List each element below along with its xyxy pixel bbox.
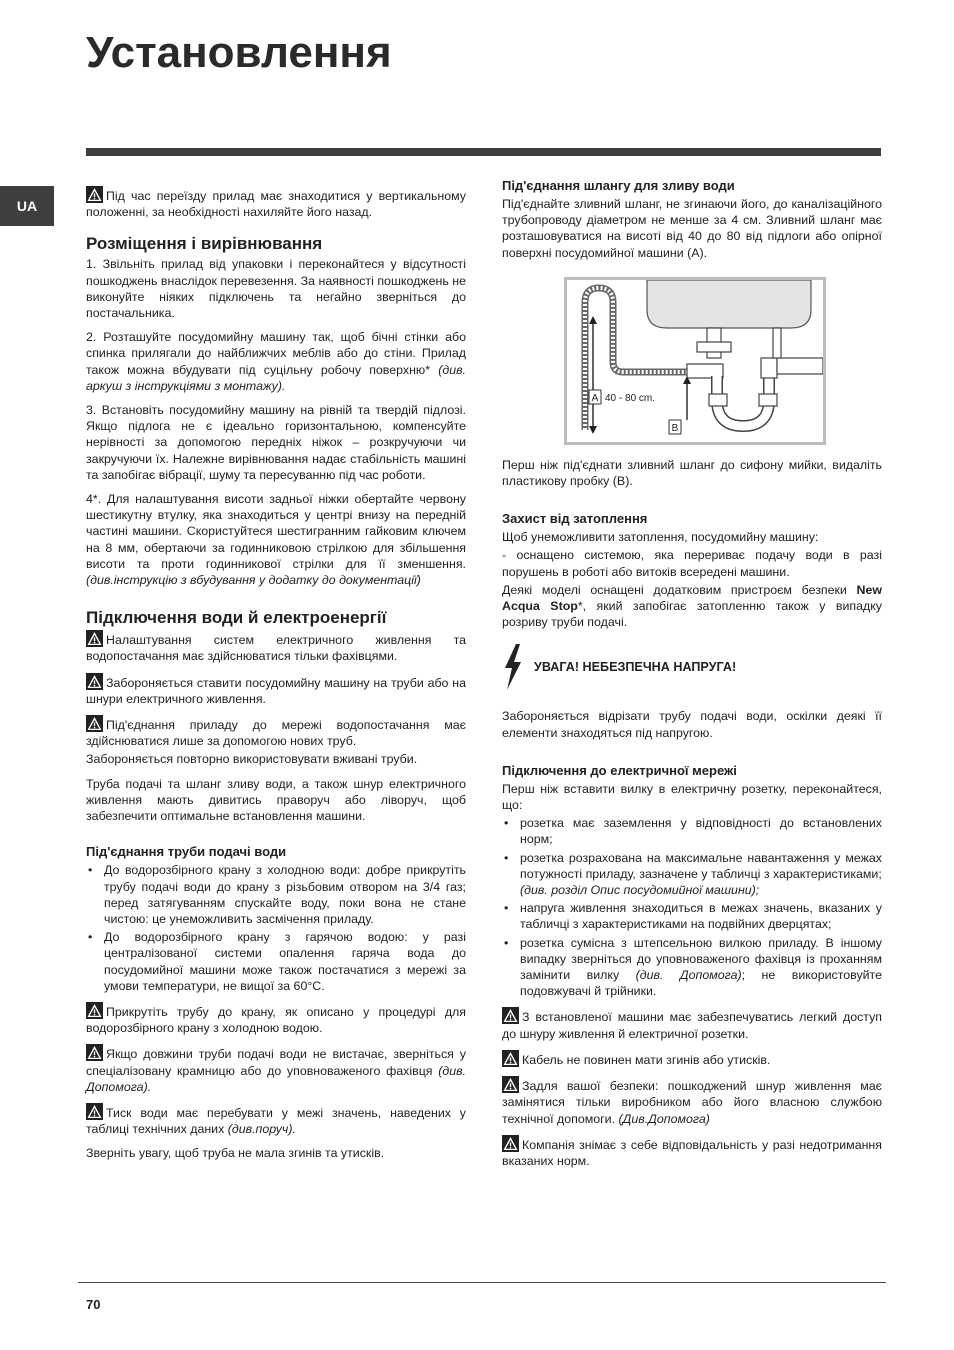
language-tab: UA	[0, 186, 54, 226]
electric-warning-1: З встановленої машини має забезпечуватись легкий доступ до шнуру живлення й електричної розетки.	[502, 1007, 882, 1041]
inlet-heading: Під'єднання труби подачі води	[86, 844, 287, 860]
danger-label: УВАГА! НЕБЕЗПЕЧНА НАПРУГА!	[534, 660, 737, 675]
warning-icon	[502, 1076, 519, 1093]
placement-p2: 2. Розташуйте посудомийну машину так, щоб бічні стінки або спинка прилягали до найближчих меблів або до стіни. Прилад також можна вбудувати під суцільну робочу поверхню* (див. аркуш з інструкціями з монтажу).	[86, 330, 466, 393]
list-item: • До водорозбірного крану з гарячою водою: у разі централізованої системи опалення гаряча вода до посудомийної машини може також постачатися з мережі за умови температури, не вищої за 60°C.	[88, 930, 466, 993]
warning-icon	[502, 1007, 519, 1024]
inlet-warning-3: Тиск води має перебувати у межі значень, наведених у таблиці технічних даних (див.поруч).	[86, 1103, 466, 1137]
list-item: • розетка має заземлення у відповідності до встановлених норм;	[504, 816, 882, 847]
warning-icon	[86, 630, 103, 647]
lightning-icon	[502, 644, 524, 690]
connection-reuse-note: Забороняється повторно використовувати вживані труби.	[86, 752, 418, 767]
electric-warning-2: Кабель не повинен мати згинів або утисків.	[502, 1050, 882, 1068]
placement-heading: Розміщення і вирівнювання	[86, 234, 323, 254]
warning-icon	[86, 1002, 103, 1019]
electric-intro: Перш ніж вставити вилку в електричну розетку, переконайтеся, що:	[502, 781, 882, 813]
connection-warning-3: Під'єднання приладу до мережі водопостачання має здійснюватися лише за допомогою нових труб.	[86, 715, 466, 749]
warning-icon	[86, 715, 103, 732]
warning-icon	[86, 1103, 103, 1120]
footer-rule	[78, 1282, 886, 1283]
electric-warning-4: Компанія знімає з себе відповідальність у разі недотримання вказаних норм.	[502, 1135, 882, 1169]
danger-p: Забороняється відрізати трубу подачі води, оскілки деякі її елементи знаходяться під напругою.	[502, 709, 882, 740]
electric-warning-3: Задля вашої безпеки: пошкоджений шнур живлення має замінятися тільки виробником або його власною службою технічної допомоги. (Див.Допомога)	[502, 1076, 882, 1127]
warning-icon	[502, 1050, 519, 1067]
placement-p3: 3. Встановіть посудомийну машину на рівній та твердій підлозі. Якщо підлога не є ідеально горизонтальною, компенсуйте нерівності за допомогою передніх ніжок – розкручуючи чи закручуючи їх. Належне вирівнювання надає стабільність машині та запобігає вібрації, шуму та пересуванню під час роботи.	[86, 403, 466, 482]
list-item: • напруга живлення знаходиться в межах значень, вказаних у табличці з характеристиками на подвійних дверцятах;	[504, 901, 882, 932]
danger-voltage-notice	[502, 644, 882, 690]
drain-p2: Перш ніж під'єднати зливний шланг до сифону мийки, видаліть пластикову пробку (B).	[502, 457, 882, 489]
drain-p1: Під'єднайте зливний шланг, не згинаючи його, до каналізаційного трубопроводу діаметром не менше за 4 см. Зливний шланг має розташовуватися на висоті від 40 до 80 від підлоги або опірної поверхні посудомийної машини (A).	[502, 197, 882, 260]
inlet-bend-note: Зверніть увагу, щоб труба не мала згинів та утисків.	[86, 1146, 385, 1161]
header-rule	[86, 148, 881, 156]
placement-p4: 4*. Для налаштування висоти задньої ніжки обертайте червону шестикутну втулку, яка знаходиться у центрі внизу на передній частині машини. Скористуйтеся шестигранним гайковим ключем на 8 мм, обертаючи за годинниковою стрілкою для збільшення висоти та проти годинникової стрілки для її зменшення. (див.інструкцію з вбудування у додатку до документації)	[86, 492, 466, 588]
electric-list	[502, 815, 882, 999]
flood-p2: - оснащено системою, яка перериває подачу води в разі порушень в роботі або витоків всередені машини.	[502, 548, 882, 579]
flood-p1: Щоб унеможливити затоплення, посудомийну машину:	[502, 530, 819, 545]
drain-illustration	[567, 280, 823, 442]
connection-warning-2: Забороняється ставити посудомийну машину на труби або на шнури електричного живлення.	[86, 673, 466, 707]
intro-warning: Під час переїзду прилад має знаходитися у вертикальному положенні, за необхідності нахиляйте його назад.	[86, 186, 466, 220]
placement-p1: 1. Звільніть прилад від упаковки і переконайтеся у відсутності пошкоджень внаслідок перевезення. За наявності пошкоджень не виконуйте ніяких підключень та негайно зверніться до постачальника.	[86, 257, 466, 321]
inlet-list	[86, 862, 466, 994]
warning-icon	[86, 186, 103, 203]
warning-icon	[86, 1044, 103, 1061]
connection-warning-1: Налаштування систем електричного живлення та водопостачання має здійснюватися тільки фахівцями.	[86, 630, 466, 664]
list-item: • До водорозбірного крану з холодною води: добре прикрутіть трубу подачі води до крану з різьбовим отвором на 3/4 газ; перед затягуванням спускайте воду, поки вона не стане чистою: це унеможливить засмічення приладу.	[88, 863, 466, 926]
page-title: Установлення	[86, 28, 392, 77]
inlet-warning-1: Прикрутіть трубу до крану, як описано у процедурі для водорозбірного крану з холодною водою.	[86, 1002, 466, 1036]
diagram-label-a: A	[591, 392, 599, 404]
warning-icon	[86, 673, 103, 690]
warning-icon	[502, 1135, 519, 1152]
diagram-measure: 40 - 80 cm.	[605, 392, 656, 404]
flood-p3: Деякі моделі оснащені додатковим пристроєм безпеки New Acqua Stop*, який запобігає затопленню також у випадку розриву труби подачі.	[502, 582, 882, 630]
connection-heading: Підключення води й електроенергії	[86, 608, 387, 628]
diagram-label-b: B	[671, 422, 679, 434]
page-number: 70	[86, 1297, 101, 1312]
connection-direction-note: Труба подачі та шланг зливу води, а також шнур електричного живлення мають дивитись праворуч або ліворуч, щоб забезпечити оптимальне встановлення машини.	[86, 776, 466, 824]
inlet-warning-2: Якщо довжини труби подачі води не вистачає, зверніться у спеціалізовану крамницю або до уповноваженого фахівця (див. Допомога).	[86, 1044, 466, 1095]
flood-heading: Захист від затоплення	[502, 511, 648, 527]
right-column	[502, 178, 882, 1177]
list-item: • розетка розрахована на максимальне навантаження у межах потужності приладу, зазначене у табличці з характеристиками; (див. розділ Опис посудомийної машини);	[504, 850, 882, 898]
drain-heading: Під'єднання шлангу для зливу води	[502, 178, 735, 193]
electric-heading: Підключення до електричної мережі	[502, 762, 737, 778]
left-column	[86, 186, 466, 1170]
drain-diagram	[564, 277, 826, 445]
list-item: • розетка сумісна з штепсельною вилкою приладу. В іншому випадку зверніться до уповноваженого фахівця із проханням замінити вилку (див. Допомога); не використовуйте подовжувачі й трійники.	[504, 935, 882, 999]
